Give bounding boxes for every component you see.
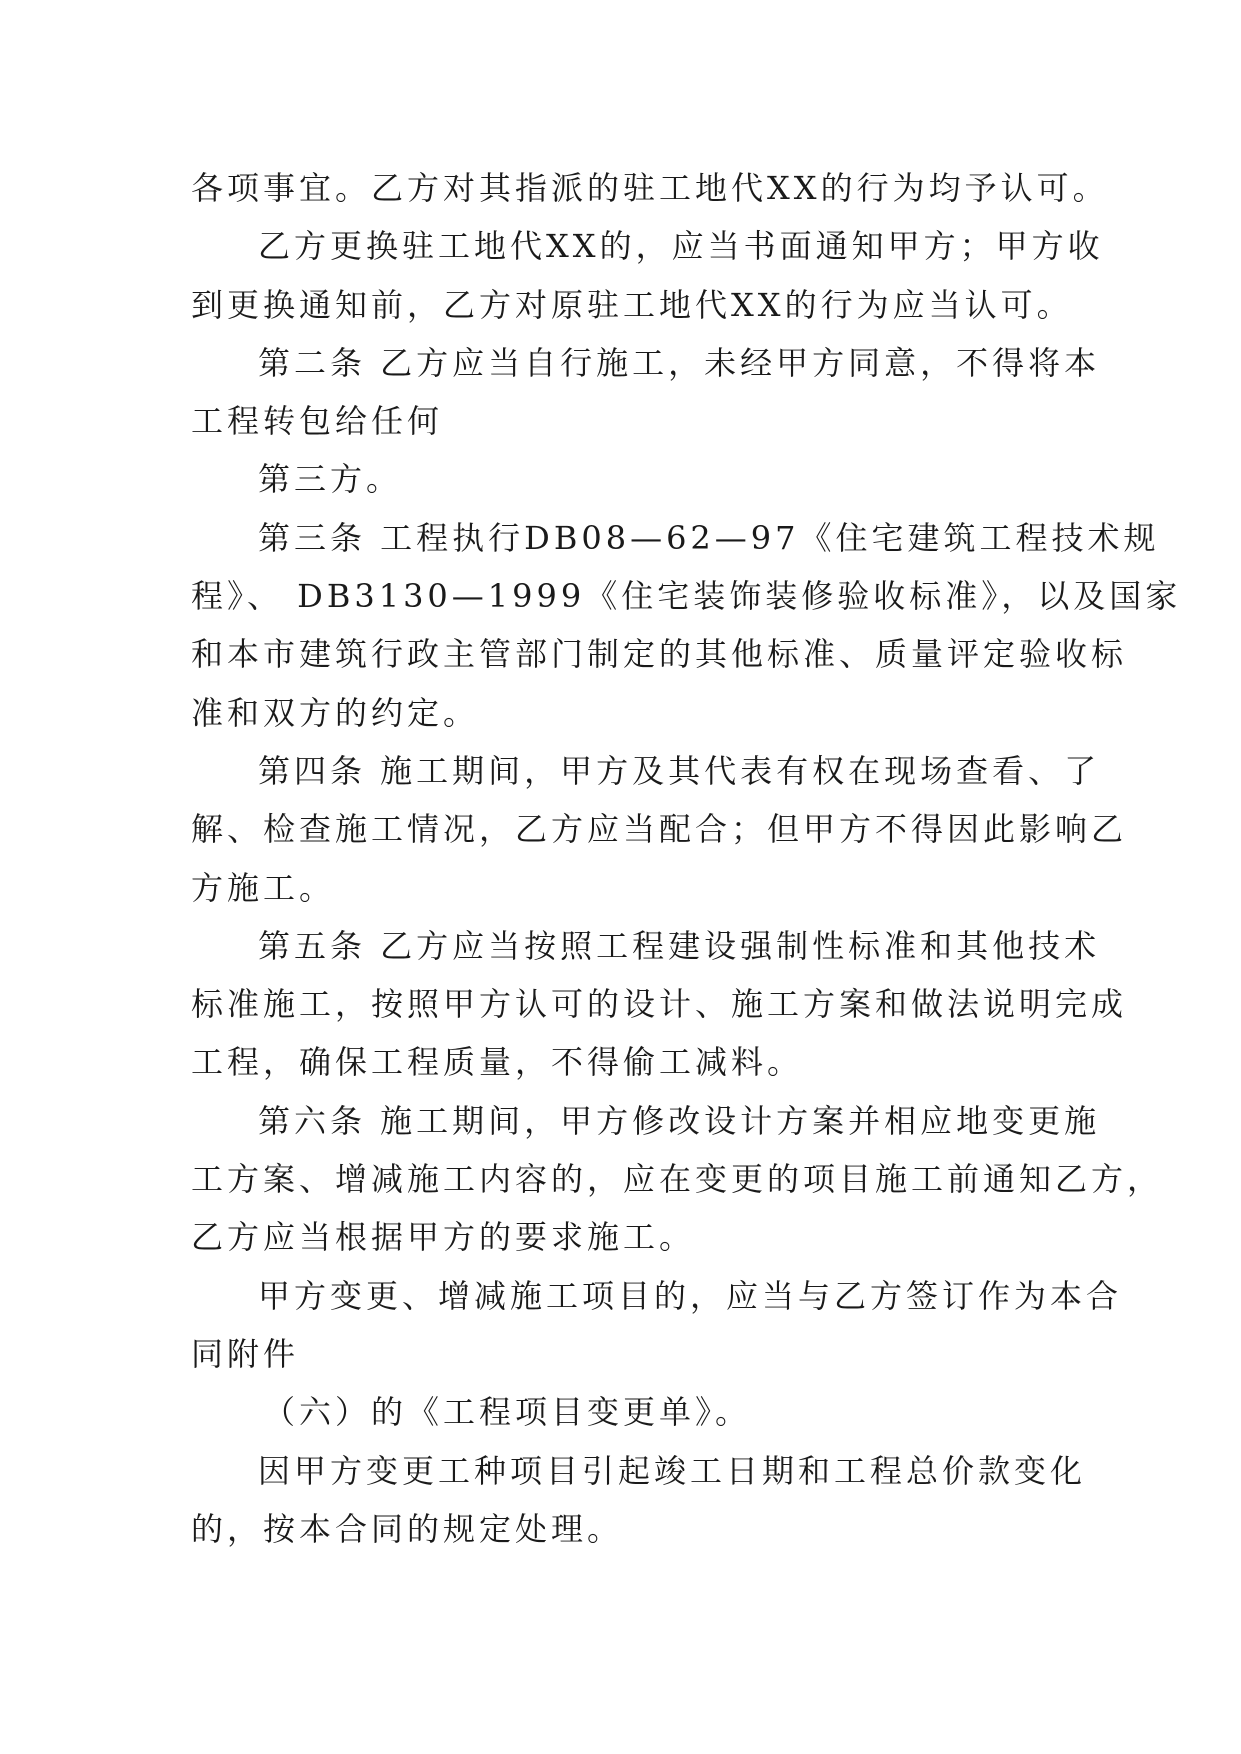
text-line: 各项事宜。乙方对其指派的驻工地代XX的行为均予认可。 xyxy=(191,169,1109,207)
text-line: 准和双方的约定。 xyxy=(191,693,480,732)
text-line: 甲方变更、增减施工项目的，应当与乙方签订作为本合 xyxy=(258,1276,1123,1315)
text-line: 乙方应当根据甲方的要求施工。 xyxy=(191,1218,696,1257)
text-line: （六）的《工程项目变更单》。 xyxy=(263,1393,752,1432)
text-line: 标准施工，按照甲方认可的设计、施工方案和做法说明完成 xyxy=(191,985,1128,1024)
text-line: 解、检查施工情况，乙方应当配合；但甲方不得因此影响乙 xyxy=(191,810,1128,849)
article-3-line: 第三条 工程执行DB08—62—97《住宅建筑工程技术规 xyxy=(258,518,1160,557)
text-line: 工方案、增减施工内容的，应在变更的项目施工前通知乙方， xyxy=(191,1160,1164,1199)
contract-text xyxy=(191,159,1182,1558)
article-5-line: 第五条 乙方应当按照工程建设强制性标准和其他技术 xyxy=(258,926,1101,965)
text-line: 同附件 xyxy=(191,1334,300,1373)
text-line: 工程，确保工程质量，不得偷工减料。 xyxy=(191,1043,804,1082)
text-line: 方施工。 xyxy=(191,868,336,907)
text-line: 乙方更换驻工地代XX的，应当书面通知甲方；甲方收 xyxy=(258,227,1104,266)
text-line: 到更换通知前，乙方对原驻工地代XX的行为应当认可。 xyxy=(191,285,1073,324)
article-2-line: 第二条 乙方应当自行施工，未经甲方同意，不得将本 xyxy=(258,343,1101,382)
text-line: 程》、 DB3130—1999《住宅装饰装修验收标准》，以及国家 xyxy=(191,577,1182,616)
article-4-line: 第四条 施工期间，甲方及其代表有权在现场查看、了 xyxy=(258,751,1101,790)
text-line: 因甲方变更工种项目引起竣工日期和工程总价款变化 xyxy=(258,1451,1087,1490)
text-line: 的，按本合同的规定处理。 xyxy=(191,1509,624,1548)
text-line: 和本市建筑行政主管部门制定的其他标准、质量评定验收标 xyxy=(191,635,1128,674)
text-line: 第三方。 xyxy=(258,460,403,499)
text-line: 工程转包给任何 xyxy=(191,402,444,441)
article-6-line: 第六条 施工期间，甲方修改设计方案并相应地变更施 xyxy=(258,1101,1101,1140)
